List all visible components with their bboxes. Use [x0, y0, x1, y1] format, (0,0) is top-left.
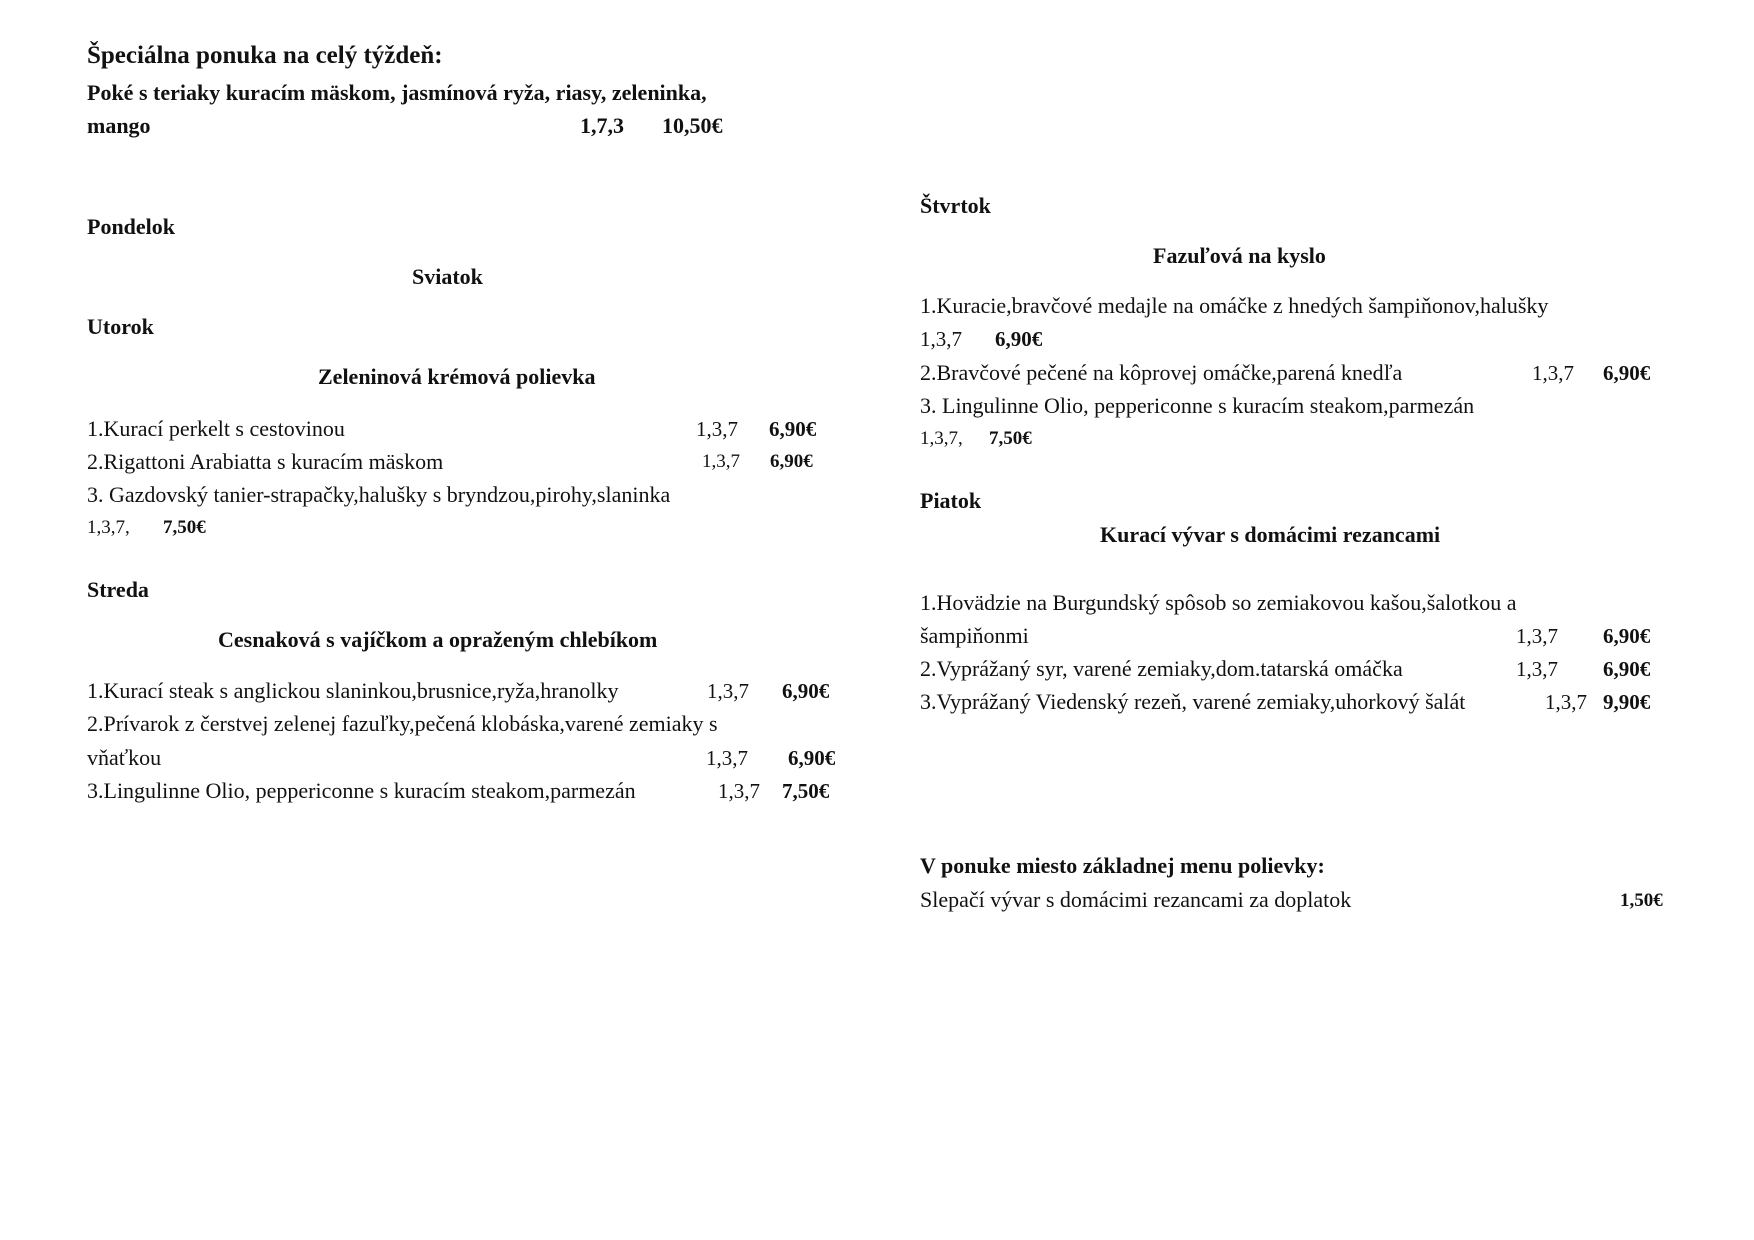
friday-item-1-name-line-1: 1.Hovädzie na Burgundský spôsob so zemiakovou kašou,šalotkou a: [920, 590, 1517, 615]
tuesday-soup: Zeleninová krémová polievka: [318, 364, 596, 389]
tuesday-item-2-name: 2.Rigattoni Arabiatta s kuracím mäskom: [87, 449, 444, 474]
wednesday-heading: Streda: [87, 577, 149, 602]
wednesday-item-3-allergens: 1,3,7: [718, 779, 760, 803]
extra-offer-price: 1,50€: [1620, 890, 1663, 911]
thursday-item-3-allergens: 1,3,7,: [920, 428, 963, 449]
thursday-item-2-price: 6,90€: [1603, 361, 1651, 385]
wednesday-item-2-price: 6,90€: [788, 746, 836, 770]
tuesday-item-2-price: 6,90€: [770, 451, 813, 472]
friday-item-3-allergens: 1,3,7: [1545, 690, 1587, 714]
thursday-item-1-allergens: 1,3,7: [920, 327, 962, 351]
thursday-item-1-price: 6,90€: [995, 327, 1043, 351]
wednesday-item-3-name: 3.Lingulinne Olio, peppericonne s kuracím steakom,parmezán: [87, 778, 636, 803]
thursday-soup: Fazuľová na kyslo: [1153, 243, 1326, 268]
tuesday-item-2-allergens: 1,3,7: [702, 451, 740, 472]
wednesday-item-1-allergens: 1,3,7: [707, 679, 749, 703]
friday-item-3-name: 3.Vyprážaný Viedenský rezeň, varené zemiaky,uhorkový šalát: [920, 689, 1466, 714]
friday-heading: Piatok: [920, 488, 982, 513]
thursday-heading: Štvrtok: [920, 193, 991, 218]
wednesday-item-3-price: 7,50€: [782, 779, 830, 803]
special-dish-line-1: Poké s teriaky kuracím mäskom, jasmínová ryža, riasy, zeleninka,: [87, 80, 707, 105]
special-price: 10,50€: [662, 113, 723, 138]
extra-offer-title: V ponuke miesto základnej menu polievky:: [920, 853, 1325, 878]
extra-offer-line: Slepačí vývar s domácimi rezancami za doplatok: [920, 887, 1352, 912]
friday-item-1-allergens: 1,3,7: [1516, 624, 1558, 648]
wednesday-item-1-price: 6,90€: [782, 679, 830, 703]
monday-note: Sviatok: [412, 264, 483, 289]
wednesday-item-1-name: 1.Kurací steak s anglickou slaninkou,brusnice,ryža,hranolky: [87, 678, 619, 703]
thursday-item-3-price: 7,50€: [989, 428, 1032, 449]
special-allergens: 1,7,3: [580, 113, 624, 138]
thursday-item-2-name: 2.Bravčové pečené na kôprovej omáčke,parená knedľa: [920, 360, 1403, 385]
friday-item-3-price: 9,90€: [1603, 690, 1651, 714]
wednesday-soup: Cesnaková s vajíčkom a opraženým chlebíkom: [218, 627, 658, 652]
friday-soup: Kurací vývar s domácimi rezancami: [1100, 522, 1441, 547]
tuesday-item-1-price: 6,90€: [769, 417, 817, 441]
wednesday-item-2-name-line-1: 2.Prívarok z čerstvej zelenej fazuľky,pečená klobáska,varené zemiaky s: [87, 711, 718, 736]
friday-item-2-price: 6,90€: [1603, 657, 1651, 681]
special-title: Špeciálna ponuka na celý týždeň:: [87, 42, 443, 69]
tuesday-item-1-allergens: 1,3,7: [696, 417, 738, 441]
monday-heading: Pondelok: [87, 214, 176, 239]
tuesday-item-3-name: 3. Gazdovský tanier-strapačky,halušky s bryndzou,pirohy,slaninka: [87, 482, 671, 507]
tuesday-item-3-allergens: 1,3,7,: [87, 517, 130, 538]
thursday-item-1-name: 1.Kuracie,bravčové medajle na omáčke z hnedých šampiňonov,halušky: [920, 293, 1549, 318]
thursday-item-2-allergens: 1,3,7: [1532, 361, 1574, 385]
friday-item-2-allergens: 1,3,7: [1516, 657, 1558, 681]
tuesday-item-3-price: 7,50€: [163, 517, 206, 538]
wednesday-item-2-name-line-2: vňaťkou: [87, 745, 162, 770]
friday-item-1-name-line-2: šampiňonmi: [920, 623, 1029, 648]
thursday-item-3-name: 3. Lingulinne Olio, peppericonne s kuracím steakom,parmezán: [920, 393, 1475, 418]
special-dish-line-2: mango: [87, 113, 151, 138]
wednesday-item-2-allergens: 1,3,7: [706, 746, 748, 770]
friday-item-2-name: 2.Vyprážaný syr, varené zemiaky,dom.tatarská omáčka: [920, 656, 1403, 681]
friday-item-1-price: 6,90€: [1603, 624, 1651, 648]
tuesday-heading: Utorok: [87, 314, 154, 339]
tuesday-item-1-name: 1.Kurací perkelt s cestovinou: [87, 416, 345, 441]
